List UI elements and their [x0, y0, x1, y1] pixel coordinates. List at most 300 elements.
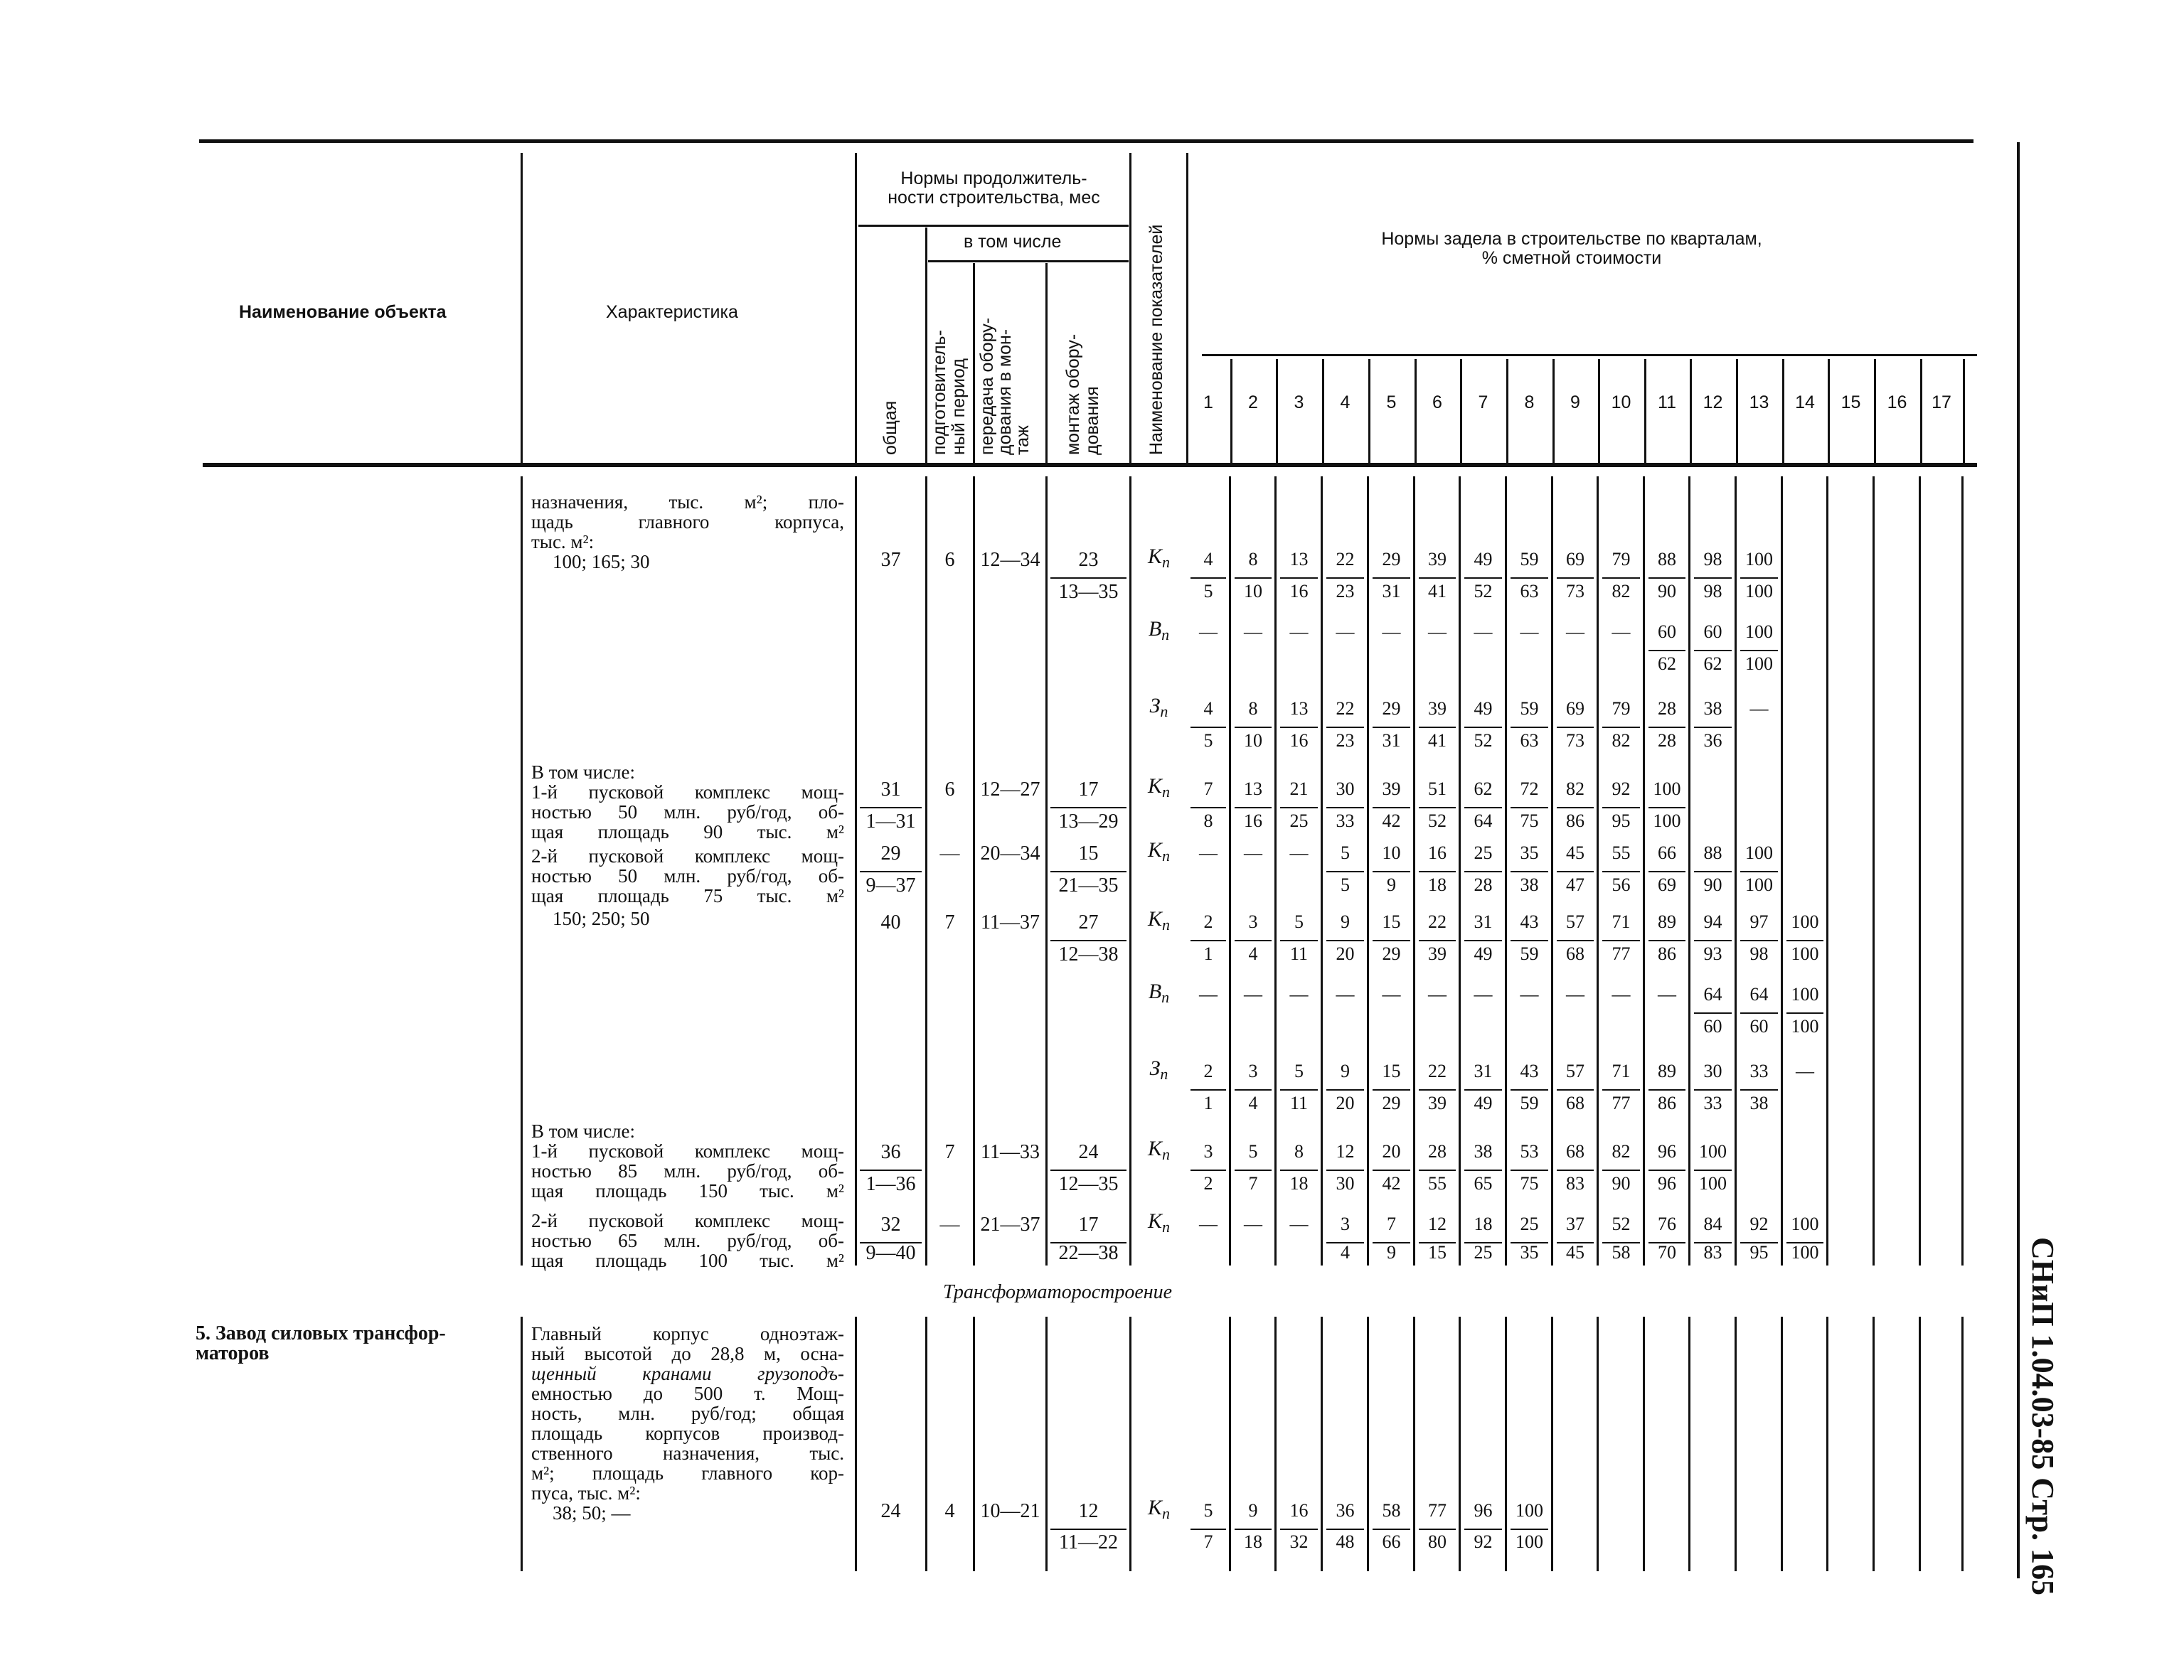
- backlog-value: 18: [1244, 1531, 1262, 1552]
- backlog-value: 11: [1289, 1093, 1309, 1113]
- backlog-value: 63: [1520, 581, 1539, 601]
- backlog-value: 25: [1289, 810, 1309, 831]
- backlog-value: 11: [1289, 943, 1309, 964]
- fraction-line: [1280, 727, 1318, 728]
- fraction-line: [1190, 577, 1226, 579]
- backlog-value: 20: [1382, 1141, 1401, 1162]
- quarter-divider: [1920, 359, 1922, 466]
- cell-mount: 12: [1078, 1500, 1099, 1522]
- backlog-value: 39: [1428, 943, 1447, 964]
- backlog-value: 100: [1791, 1242, 1819, 1263]
- cell-mount: 17: [1078, 779, 1099, 801]
- backlog-value: 21: [1289, 779, 1309, 799]
- backlog-value: 7: [1387, 1214, 1396, 1234]
- backlog-value: 1: [1203, 1093, 1213, 1113]
- backlog-value: 75: [1520, 810, 1539, 831]
- indicator-label: [1132, 1496, 1186, 1523]
- fraction-line: [1190, 1170, 1226, 1171]
- indicator-subscript: п: [1161, 1218, 1170, 1236]
- indicator-subscript: п: [1161, 1145, 1170, 1163]
- fraction-line: [1235, 727, 1272, 728]
- backlog-value: 89: [1658, 1061, 1676, 1081]
- fraction-line: [1464, 1529, 1502, 1530]
- char-text-1: назначения, тыс. м²; пло- щадь главного корпуса, тыс. м²: 100; 165; 30: [531, 491, 844, 572]
- backlog-value: 23: [1336, 581, 1355, 601]
- fraction-line: [1511, 807, 1548, 808]
- backlog-value: 42: [1382, 810, 1401, 831]
- indicator-letter: К: [1148, 774, 1162, 798]
- fraction-line: [1373, 1170, 1410, 1171]
- cell-prep: —: [939, 842, 960, 865]
- fraction-line: [1694, 1012, 1732, 1014]
- fraction-line: [1648, 727, 1685, 728]
- backlog-value: 100: [1745, 874, 1773, 895]
- backlog-value: 100: [1791, 984, 1819, 1005]
- backlog-value: 22: [1336, 549, 1355, 569]
- hline-quarters: [1202, 354, 1977, 356]
- backlog-value: 5: [1248, 1141, 1258, 1162]
- fraction-line: [1235, 1089, 1272, 1091]
- backlog-value: 45: [1566, 1242, 1584, 1263]
- char-text-3: 2-й пусковой комплекс мощ- ностью 50 млн. руб/год, об- щая площадь 75 тыс. м²: [531, 845, 844, 906]
- body-col-line: [1826, 476, 1828, 1266]
- backlog-value: 43: [1520, 911, 1539, 932]
- backlog-value: 49: [1474, 1093, 1493, 1113]
- backlog-value: 30: [1336, 779, 1355, 799]
- backlog-value: 100: [1653, 779, 1681, 799]
- backlog-value: 49: [1474, 698, 1493, 719]
- cell-total: 1—36: [865, 1173, 916, 1195]
- body-col-line: [1735, 1317, 1737, 1571]
- backlog-value: 60: [1749, 1016, 1769, 1037]
- indicator-subscript: п: [1161, 553, 1170, 571]
- cell-mount: 12—38: [1058, 943, 1119, 965]
- backlog-value: —: [1244, 621, 1262, 642]
- quarter-number: 1: [1203, 392, 1213, 412]
- fraction-line: [1464, 1089, 1502, 1091]
- backlog-value: 25: [1520, 1214, 1539, 1234]
- backlog-value: 70: [1658, 1242, 1676, 1263]
- backlog-value: 69: [1566, 698, 1584, 719]
- backlog-value: 72: [1520, 779, 1539, 799]
- fraction-line: [1557, 940, 1594, 941]
- fraction-line: [1694, 1089, 1732, 1091]
- body-col-line: [1919, 476, 1921, 1266]
- fraction-line: [1050, 807, 1126, 808]
- fraction-line: [1190, 807, 1226, 808]
- body-col-line: [855, 1317, 857, 1571]
- backlog-value: 62: [1658, 653, 1676, 674]
- indicator-subscript: п: [1161, 626, 1170, 643]
- backlog-value: 43: [1520, 1061, 1539, 1081]
- backlog-value: 69: [1566, 549, 1584, 569]
- backlog-value: 71: [1612, 1061, 1631, 1081]
- backlog-value: 79: [1612, 698, 1631, 719]
- quarter-number: 11: [1658, 392, 1676, 412]
- backlog-value: 5: [1294, 911, 1304, 932]
- backlog-value: 41: [1428, 730, 1447, 751]
- backlog-value: 84: [1703, 1214, 1722, 1234]
- fraction-line: [1419, 1529, 1456, 1530]
- vline-ind: [1129, 153, 1131, 466]
- backlog-value: 23: [1336, 730, 1355, 751]
- backlog-value: 16: [1289, 1500, 1309, 1521]
- col-mount-header: монтаж обору- дования: [1063, 333, 1102, 455]
- body-col-line: [925, 1317, 927, 1571]
- backlog-value: 88: [1703, 842, 1722, 863]
- backlog-value: 12: [1336, 1141, 1355, 1162]
- backlog-value: 36: [1703, 730, 1722, 751]
- fraction-line: [1602, 727, 1640, 728]
- cell-prep: 4: [944, 1500, 955, 1522]
- backlog-value: 58: [1612, 1242, 1631, 1263]
- body-col-line: [521, 476, 523, 1266]
- col-incl-header: в том числе: [964, 232, 1062, 252]
- backlog-value: 20: [1336, 943, 1355, 964]
- backlog-value: 79: [1612, 549, 1631, 569]
- backlog-value: 52: [1474, 730, 1493, 751]
- backlog-value: 52: [1428, 810, 1447, 831]
- backlog-value: 96: [1658, 1141, 1676, 1162]
- backlog-value: 45: [1566, 842, 1584, 863]
- hline-norms: [858, 225, 1129, 227]
- fraction-line: [1050, 871, 1126, 872]
- hline-incl: [928, 260, 1129, 262]
- backlog-value: 31: [1474, 1061, 1493, 1081]
- backlog-value: 4: [1203, 549, 1213, 569]
- fraction-line: [1557, 1170, 1594, 1171]
- backlog-value: 52: [1612, 1214, 1631, 1234]
- backlog-value: 3: [1341, 1214, 1350, 1234]
- body-col-line: [973, 1317, 975, 1571]
- backlog-value: —: [1199, 621, 1218, 642]
- backlog-value: 80: [1428, 1531, 1447, 1552]
- backlog-value: 76: [1658, 1214, 1676, 1234]
- backlog-value: 2: [1203, 911, 1213, 932]
- cell-transfer: 11—33: [981, 1141, 1040, 1163]
- backlog-value: 9: [1387, 874, 1396, 895]
- backlog-value: 25: [1474, 842, 1493, 863]
- fraction-line: [1602, 577, 1640, 579]
- backlog-value: 90: [1703, 874, 1722, 895]
- backlog-value: 77: [1428, 1500, 1447, 1521]
- fraction-line: [1602, 871, 1640, 872]
- quarter-number: 8: [1524, 392, 1535, 412]
- char-text-6: 2-й пусковой комплекс мощ- ностью 65 млн. руб/год, об- щая площадь 100 тыс. м²: [531, 1210, 844, 1271]
- backlog-value: 5: [1341, 842, 1350, 863]
- backlog-value: 94: [1703, 911, 1722, 932]
- fraction-line: [1602, 1170, 1640, 1171]
- backlog-value: 73: [1566, 581, 1584, 601]
- backlog-value: 95: [1612, 810, 1631, 831]
- fraction-line: [1511, 1170, 1548, 1171]
- side-label: СНиП 1.04.03-85 Стр. 165: [2025, 1237, 2060, 1596]
- cell-total: 29: [880, 842, 901, 865]
- backlog-value: 92: [1749, 1214, 1769, 1234]
- backlog-value: 13: [1289, 698, 1309, 719]
- backlog-value: 100: [1699, 1173, 1727, 1194]
- char-text-2: В том числе: 1-й пусковой комплекс мощ- ностью 50 млн. руб/год, об- щая площадь 90 тыс. м²: [531, 761, 844, 842]
- backlog-value: —: [1520, 984, 1539, 1005]
- fraction-line: [1557, 1089, 1594, 1091]
- backlog-value: 77: [1612, 943, 1631, 964]
- backlog-value: 25: [1474, 1242, 1493, 1263]
- char-text-5: В том числе: 1-й пусковой комплекс мощ- ностью 85 млн. руб/год, об- щая площадь 150 тыс. м²: [531, 1120, 844, 1202]
- backlog-value: —: [1289, 842, 1309, 863]
- vline-transfer: [973, 263, 975, 466]
- fraction-line: [1280, 807, 1318, 808]
- quarter-divider: [1644, 359, 1646, 466]
- fraction-line: [1511, 1089, 1548, 1091]
- body-col-line: [1961, 1317, 1964, 1571]
- backlog-value: 22: [1428, 911, 1447, 932]
- backlog-value: 100: [1653, 810, 1681, 831]
- backlog-value: 66: [1658, 842, 1676, 863]
- fraction-line: [1648, 871, 1685, 872]
- fraction-line: [1373, 1529, 1410, 1530]
- backlog-value: —: [1382, 984, 1401, 1005]
- fraction-line: [1050, 1529, 1126, 1530]
- fraction-line: [1557, 871, 1594, 872]
- fraction-line: [1464, 577, 1502, 579]
- fraction-line: [1694, 940, 1732, 941]
- fraction-line: [1511, 1529, 1548, 1530]
- fraction-line: [1190, 940, 1226, 941]
- backlog-value: 29: [1382, 1093, 1401, 1113]
- body-col-line: [1781, 1317, 1783, 1571]
- fraction-line: [1740, 940, 1778, 941]
- backlog-value: 89: [1658, 911, 1676, 932]
- backlog-value: 73: [1566, 730, 1584, 751]
- backlog-value: 100: [1745, 549, 1773, 569]
- indicator-letter: К: [1148, 838, 1162, 862]
- fraction-line: [1280, 1529, 1318, 1530]
- backlog-value: 100: [1516, 1531, 1543, 1552]
- backlog-value: —: [1244, 1214, 1262, 1234]
- fraction-line: [1602, 940, 1640, 941]
- fraction-line: [1373, 1089, 1410, 1091]
- backlog-value: 4: [1248, 943, 1258, 964]
- cell-total: 9—40: [865, 1242, 916, 1264]
- backlog-value: 62: [1474, 779, 1493, 799]
- cell-total: 24: [880, 1500, 901, 1522]
- cell-total: 36: [880, 1141, 901, 1163]
- backlog-value: 69: [1658, 874, 1676, 895]
- backlog-value: 5: [1341, 874, 1350, 895]
- indicator-subscript: п: [1161, 1504, 1170, 1522]
- backlog-value: 53: [1520, 1141, 1539, 1162]
- fraction-line: [1326, 1170, 1364, 1171]
- backlog-value: 4: [1341, 1242, 1350, 1263]
- fraction-line: [1464, 871, 1502, 872]
- fraction-line: [1694, 727, 1732, 728]
- quarter-divider: [1460, 359, 1462, 466]
- col-total-header: общая: [880, 400, 900, 455]
- backlog-value: 9: [1387, 1242, 1396, 1263]
- cell-mount: 21—35: [1058, 874, 1119, 897]
- backlog-value: 38: [1520, 874, 1539, 895]
- backlog-value: 90: [1612, 1173, 1631, 1194]
- backlog-value: 59: [1520, 943, 1539, 964]
- backlog-value: 33: [1703, 1093, 1722, 1113]
- backlog-value: 86: [1566, 810, 1584, 831]
- backlog-value: 90: [1658, 581, 1676, 601]
- backlog-value: 36: [1336, 1500, 1355, 1521]
- section-title: Трансформаторостроение: [943, 1281, 1173, 1303]
- fraction-line: [1694, 650, 1732, 651]
- fraction-line: [1602, 1089, 1640, 1091]
- body-col-line: [1129, 1317, 1131, 1571]
- backlog-value: 95: [1749, 1242, 1769, 1263]
- backlog-value: 3: [1248, 911, 1258, 932]
- cell-mount: 15: [1078, 842, 1099, 865]
- header-rule: [203, 463, 1977, 467]
- backlog-value: —: [1336, 621, 1355, 642]
- fraction-line: [1190, 727, 1226, 728]
- body-col-line: [521, 1317, 523, 1571]
- fraction-line: [1373, 871, 1410, 872]
- fraction-line: [1190, 1529, 1226, 1530]
- fraction-line: [1786, 940, 1823, 941]
- backlog-value: 33: [1749, 1061, 1769, 1081]
- object-5-name-line2: маторов: [196, 1342, 270, 1364]
- fraction-line: [1235, 940, 1272, 941]
- backlog-value: 92: [1474, 1531, 1493, 1552]
- backlog-value: 48: [1336, 1531, 1355, 1552]
- backlog-value: 39: [1428, 1093, 1447, 1113]
- backlog-value: 83: [1566, 1173, 1584, 1194]
- quarter-number: 13: [1749, 392, 1769, 412]
- backlog-value: —: [1520, 621, 1539, 642]
- fraction-line: [1557, 807, 1594, 808]
- fraction-line: [1694, 871, 1732, 872]
- backlog-value: 88: [1658, 549, 1676, 569]
- fraction-line: [1419, 577, 1456, 579]
- fraction-line: [1235, 807, 1272, 808]
- backlog-value: 100: [1791, 911, 1819, 932]
- backlog-value: 77: [1612, 1093, 1631, 1113]
- backlog-value: 96: [1474, 1500, 1493, 1521]
- indicator-letter: З: [1149, 694, 1161, 717]
- backlog-value: 49: [1474, 549, 1493, 569]
- backlog-value: —: [1566, 621, 1584, 642]
- backlog-value: 7: [1203, 779, 1213, 799]
- backlog-value: —: [1658, 984, 1676, 1005]
- cell-total: 40: [880, 911, 901, 933]
- quarter-number: 17: [1932, 392, 1951, 412]
- backlog-value: 75: [1520, 1173, 1539, 1194]
- backlog-value: 55: [1428, 1173, 1447, 1194]
- body-col-line: [1873, 476, 1875, 1266]
- backlog-value: 100: [1791, 1214, 1819, 1234]
- backlog-value: 39: [1428, 698, 1447, 719]
- backlog-value: 62: [1703, 653, 1722, 674]
- backlog-value: 4: [1248, 1093, 1258, 1113]
- backlog-value: 16: [1289, 581, 1309, 601]
- cell-mount: 24: [1078, 1141, 1099, 1163]
- indicator-subscript: п: [1161, 783, 1170, 801]
- fraction-line: [1235, 577, 1272, 579]
- col-transfer-header: передача обору- дования в мон- таж: [977, 317, 1033, 455]
- backlog-value: 22: [1428, 1061, 1447, 1081]
- backlog-value: 15: [1382, 1061, 1401, 1081]
- backlog-value: 41: [1428, 581, 1447, 601]
- quarter-number: 2: [1248, 392, 1258, 412]
- backlog-value: 15: [1382, 911, 1401, 932]
- backlog-value: 35: [1520, 1242, 1539, 1263]
- indicator-subscript: п: [1160, 1065, 1168, 1083]
- indicator-letter: К: [1148, 545, 1162, 568]
- backlog-value: 100: [1516, 1500, 1543, 1521]
- backlog-value: 29: [1382, 549, 1401, 569]
- backlog-value: 5: [1294, 1061, 1304, 1081]
- fraction-line: [1694, 1170, 1732, 1171]
- backlog-value: 82: [1612, 1141, 1631, 1162]
- body-col-line: [1129, 476, 1131, 1266]
- backlog-value: 5: [1203, 1500, 1213, 1521]
- backlog-value: 64: [1474, 810, 1493, 831]
- backlog-value: 1: [1203, 943, 1213, 964]
- fraction-line: [860, 807, 922, 808]
- backlog-value: 7: [1203, 1531, 1213, 1552]
- fraction-line: [1511, 727, 1548, 728]
- backlog-value: 100: [1745, 621, 1773, 642]
- col-backlog-header: Нормы задела в строительстве по кварталам, % сметной стоимости: [1381, 229, 1762, 268]
- fraction-line: [1464, 1170, 1502, 1171]
- fraction-line: [1373, 807, 1410, 808]
- fraction-line: [1326, 940, 1364, 941]
- backlog-value: 30: [1336, 1173, 1355, 1194]
- backlog-value: 82: [1566, 779, 1584, 799]
- fraction-line: [1740, 650, 1778, 651]
- fraction-line: [1326, 871, 1364, 872]
- backlog-value: 20: [1336, 1093, 1355, 1113]
- fraction-line: [1373, 727, 1410, 728]
- fraction-line: [1557, 727, 1594, 728]
- backlog-value: —: [1474, 621, 1493, 642]
- quarter-number: 15: [1841, 392, 1861, 412]
- fraction-line: [1786, 1012, 1823, 1014]
- backlog-value: 58: [1382, 1500, 1401, 1521]
- backlog-value: 16: [1289, 730, 1309, 751]
- backlog-value: 29: [1382, 943, 1401, 964]
- cell-transfer: 12—34: [980, 549, 1040, 571]
- backlog-value: 49: [1474, 943, 1493, 964]
- cell-mount: 23: [1078, 549, 1099, 571]
- backlog-value: —: [1199, 984, 1218, 1005]
- fraction-line: [1740, 871, 1778, 872]
- backlog-value: 5: [1203, 730, 1213, 751]
- fraction-line: [860, 1170, 922, 1171]
- indicator-label: [1132, 907, 1186, 934]
- backlog-value: 100: [1745, 842, 1773, 863]
- cell-mount: 13—35: [1058, 581, 1119, 603]
- fraction-line: [1326, 807, 1364, 808]
- fraction-line: [1419, 1170, 1456, 1171]
- backlog-value: 39: [1428, 549, 1447, 569]
- backlog-value: —: [1289, 621, 1309, 642]
- fraction-line: [1648, 1170, 1685, 1171]
- backlog-value: 56: [1612, 874, 1631, 895]
- backlog-value: 2: [1203, 1061, 1213, 1081]
- backlog-value: 100: [1699, 1141, 1727, 1162]
- backlog-value: 82: [1612, 581, 1631, 601]
- backlog-value: 31: [1382, 581, 1401, 601]
- backlog-value: 38: [1703, 698, 1722, 719]
- backlog-value: 2: [1203, 1173, 1213, 1194]
- backlog-value: —: [1244, 984, 1262, 1005]
- cell-transfer: 21—37: [980, 1214, 1040, 1236]
